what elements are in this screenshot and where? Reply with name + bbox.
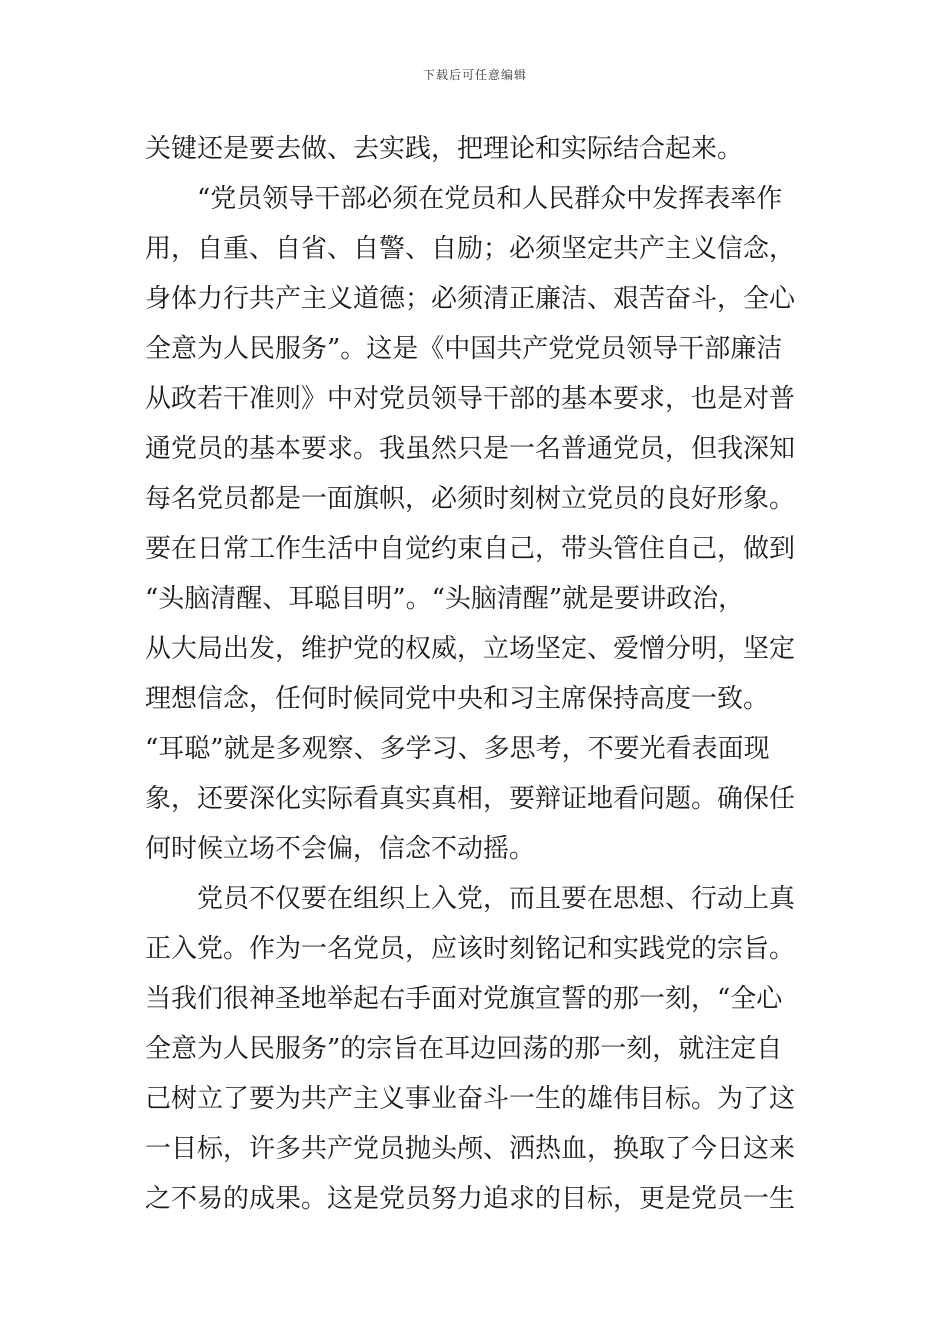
text-line: 要在日常工作生活中自觉约束自己，带头管住自己，做到 <box>145 534 796 564</box>
text-line: 己树立了要为共产主义事业奋斗一生的雄伟目标。为了这 <box>145 1084 796 1114</box>
text-line: 全意为人民服务”。这是《中国共产党党员领导干部廉洁 <box>145 334 783 364</box>
text-line: 正入党。作为一名党员，应该时刻铭记和实践党的宗旨。 <box>145 934 796 964</box>
text-line: 象，还要深化实际看真实真相，要辩证地看问题。确保任 <box>145 784 796 814</box>
text-line: 每名党员都是一面旗帜，必须时刻树立党员的良好形象。 <box>145 484 796 514</box>
text-line: 理想信念，任何时候同党中央和习主席保持高度一致。 <box>145 684 770 714</box>
text-line: “头脑清醒、耳聪目明”。“头脑清醒”就是要讲政治， <box>145 584 745 614</box>
page-header: 下载后可任意编辑 <box>422 68 527 82</box>
text-line: 身体力行共产主义道德；必须清正廉洁、艰苦奋斗，全心 <box>145 284 796 314</box>
text-line: 何时候立场不会偏，信念不动摇。 <box>145 834 536 864</box>
text-line: 关键还是要去做、去实践，把理论和实际结合起来。 <box>145 134 744 164</box>
text-line: “耳聪”就是多观察、多学习、多思考，不要光看表面现 <box>145 734 770 764</box>
document-body <box>145 124 809 1224</box>
text-line: 党员不仅要在组织上入党，而且要在思想、行动上真 <box>197 884 796 914</box>
text-line: 当我们很神圣地举起右手面对党旗宣誓的那一刻，“全心 <box>145 984 783 1014</box>
text-line: 从政若干准则》中对党员领导干部的基本要求，也是对普 <box>145 384 796 414</box>
text-line: 全意为人民服务”的宗旨在耳边回荡的那一刻，就注定自 <box>145 1034 783 1064</box>
text-line: 用，自重、自省、自警、自励；必须坚定共产主义信念， <box>145 234 796 264</box>
text-line: 之不易的成果。这是党员努力追求的目标，更是党员一生 <box>145 1184 796 1214</box>
text-line: 从大局出发，维护党的权威，立场坚定、爱憎分明，坚定 <box>145 634 796 664</box>
text-line: “党员领导干部必须在党员和人民群众中发挥表率作 <box>197 184 783 214</box>
text-line: 通党员的基本要求。我虽然只是一名普通党员，但我深知 <box>145 434 796 464</box>
text-line: 一目标，许多共产党员抛头颅、洒热血，换取了今日这来 <box>145 1134 796 1164</box>
